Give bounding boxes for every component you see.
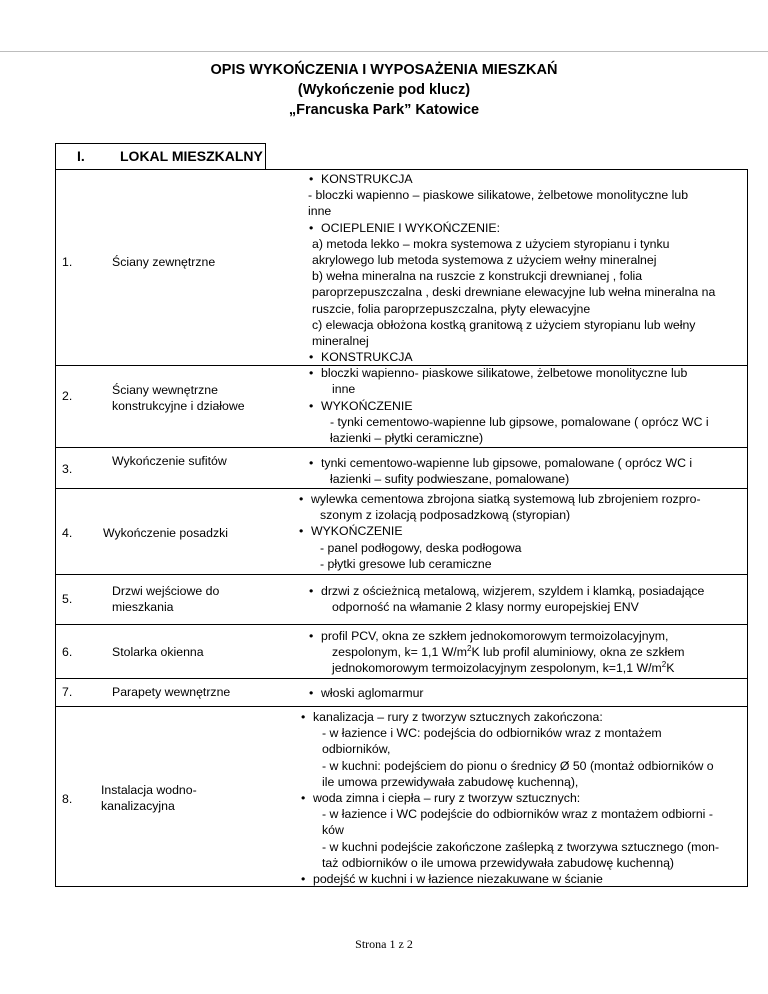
row-number: 6. [62, 645, 73, 659]
bullet [302, 710, 313, 724]
bullet [310, 686, 321, 700]
row-description: • drzwi z ościeżnicą metalową, wizjerem, szyldem i klamką, posiadające odporność na włamanie 2 klasy normy europejskiej ENV [310, 583, 704, 615]
bullet [310, 399, 321, 413]
section-header [55, 143, 266, 170]
page-footer: Strona 1 z 2 [355, 937, 413, 951]
row-name: Wykończenie posadzki [103, 526, 228, 540]
row-divider [55, 574, 748, 575]
row-divider [55, 706, 748, 707]
row-name: Wykończenie sufitów [112, 454, 227, 468]
row-name: Parapety wewnętrzne [112, 685, 231, 699]
bullet [310, 221, 321, 235]
row-description: • KONSTRUKCJA - bloczki wapienno – piaskowe silikatowe, żelbetowe monolityczne lub inne • OCIEPLENIE I WYKOŃCZENIE: a) metoda lekko – mokra systemowa z użyciem styropianu i tynku akrylowego lub metoda systemowa z użyciem wełny mineralnej b) wełna mineralna na ruszcie z konstrukcji drewnianej , folia paroprzepuszczalna , deski drewniane elewacyjne lub wełna mineralna na ruszcie, folia paroprzepuszczalna, płyty elewacyjne c) elewacja obłożona kostką granitową z użyciem styropianu lub wełny mineralnej [308, 171, 715, 349]
bullet [310, 172, 321, 186]
bullet [310, 629, 321, 643]
row-description: • włoski aglomarmur [310, 685, 424, 701]
row-number: 5. [62, 592, 73, 606]
row-description: • wylewka cementowa zbrojona siatką systemową lub zbrojeniem rozpro- szonym z izolacją podposadzkową (styropian) • WYKOŃCZENIE - panel podłogowy, deska podłogowa - płytki gresowe lub ceramiczne [300, 491, 701, 572]
bullet [310, 456, 321, 470]
bullet [310, 366, 321, 380]
row-divider [55, 624, 748, 625]
row-description: • kanalizacja – rury z tworzyw sztucznych zakończona: - w łazience i WC: podejścia do odbiorników wraz z montażem odbiorników, - w kuchni: podejściem do pionu o średnicy Ø 50 (montaż odbiorników o ile umowa przewidywała zabudowę kuchenną), • woda zimna i ciepła – rury z tworzyw sztucznych: - w łazience i WC podejście do odbiorników wraz z montażem odbiorni - ków - w kuchni podejście zakończone zaślepką z tworzywa sztucznego (mon- taż odbiorników o ile umowa przewidywała zabudowę kuchenną) • podejść w kuchni i w łazience niezakuwane w ścianie [300, 709, 719, 887]
row-description: • profil PCV, okna ze szkłem jednokomorowym termoizolacyjnym, zespolonym, k= 1,1 $W/m^2K$ lub profil aluminiowy, okna ze szkłem jednokomorowym termoizolacyjnym zespolonym, k=1,1 $W/m^2K$ [310, 628, 684, 677]
title-line-2: (Wykończenie pod klucz) [297, 82, 471, 98]
row-divider [55, 447, 748, 448]
row-number: 2. [62, 389, 73, 403]
row-name: Instalacja wodno- kanalizacyjna [101, 783, 197, 813]
row-name: Ściany zewnętrzne [112, 255, 216, 269]
row-number: 4. [62, 526, 73, 540]
row-divider [55, 488, 748, 489]
top-rule [0, 51, 768, 52]
row-description: • tynki cementowo-wapienne lub gipsowe, pomalowane ( oprócz WC i łazienki – sufity podwieszane, pomalowane) [310, 455, 692, 487]
row-number: 3. [62, 462, 73, 476]
bullet [310, 584, 321, 598]
row-divider [55, 678, 748, 679]
title-line-1: OPIS WYKOŃCZENIA I WYPOSAŻENIA MIESZKAŃ [210, 62, 558, 78]
bullet [310, 350, 321, 364]
section-title: LOKAL MIESZKALNY [120, 148, 263, 164]
row-number: 8. [62, 792, 73, 806]
row-number: 1. [62, 255, 73, 269]
row-number: 7. [62, 685, 73, 699]
bullet [302, 872, 313, 886]
title-line-3: „Francuska Park” Katowice [288, 102, 480, 118]
document-title [0, 60, 768, 120]
row-name: Ściany wewnętrzne konstrukcyjne i działowe [112, 383, 245, 413]
bullet [300, 492, 311, 506]
bullet [302, 791, 313, 805]
row-name: Drzwi wejściowe do mieszkania [112, 584, 220, 614]
row-name: Stolarka okienna [112, 645, 204, 659]
row-description: • KONSTRUKCJA • bloczki wapienno- piaskowe silikatowe, żelbetowe monolityczne lub inne • WYKOŃCZENIE - tynki cementowo-wapienne lub gipsowe, pomalowane ( oprócz WC i łazienki – płytki ceramiczne) [310, 349, 709, 446]
bullet [300, 524, 311, 538]
section-number: I. [77, 148, 85, 164]
